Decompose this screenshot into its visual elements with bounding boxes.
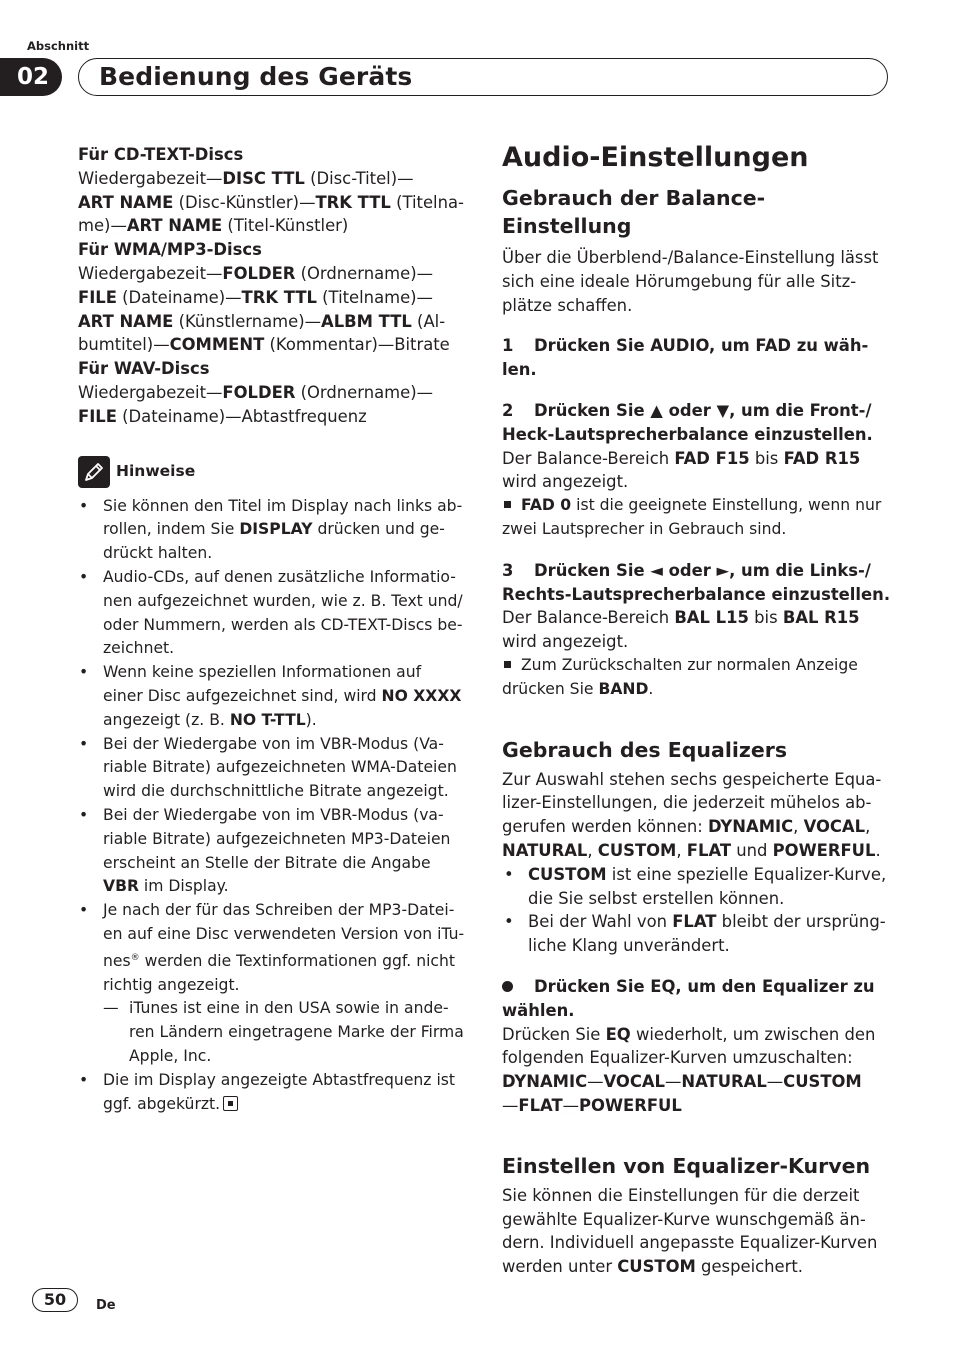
step-3-note: Zum Zurückschalten zur normalen Anzeige drücken Sie BAND.	[502, 655, 858, 698]
wav-display-sequence: Wiedergabezeit—FOLDER (Ordnername)— FILE (Dateiname)—Abtastfrequenz	[78, 382, 433, 426]
wma-mp3-heading: Für WMA/MP3-Discs	[78, 240, 262, 260]
note-item: • Je nach der für das Schreiben der MP3-Datei- en auf eine Disc verwendeten Version von iTu- nes® werden die Textinformationen ggf. nicht richtig angezeigt. — iTunes ist eine in den USA sowie in ande- ren Ländern eingetragene Marke der Firma Apple, Inc.	[78, 899, 468, 1069]
page-number: 50	[32, 1288, 78, 1312]
step-2-result: Der Balance-Bereich FAD F15 bis FAD R15 wird angezeigt.	[502, 448, 861, 492]
bullet-dot-icon	[502, 981, 513, 992]
note-item: • Sie können den Titel im Display nach links ab- rollen, indem Sie DISPLAY drücken und ge- drückt halten.	[78, 495, 468, 566]
step-3: 3 Drücken Sie ◄ oder ►, um die Links-/ Rechts-Lautsprecherbalance einzustellen.	[502, 560, 891, 604]
notes-heading	[78, 456, 468, 489]
note-item: • Bei der Wiedergabe von im VBR-Modus (va- riable Bitrate) aufgezeichneten MP3-Dateien erscheint an Stelle der Bitrate die Angabe VBR im Display.	[78, 804, 468, 899]
step-3-result: Der Balance-Bereich BAL L15 bis BAL R15 wird angezeigt.	[502, 608, 860, 652]
equalizer-notes	[502, 863, 894, 958]
section-title: Bedienung des Geräts	[99, 62, 413, 91]
note-item: • Die im Display angezeigte Abtastfrequenz ist ggf. abgekürzt.	[78, 1069, 468, 1117]
cdtext-heading: Für CD-TEXT-Discs	[78, 145, 244, 164]
step-2-note: FAD 0 ist die geeignete Einstellung, wenn nur zwei Lautsprecher in Gebrauch sind.	[502, 496, 882, 538]
curves-intro: Sie können die Einstellungen für die derzeit gewählte Equalizer-Kurve wunschgemäß än- dern. Individuell angepasste Equalizer-Kurven werden unter CUSTOM gespeichert.	[502, 1185, 878, 1277]
wma-mp3-display-sequence: Wiedergabezeit—FOLDER (Ordnername)— FILE (Dateiname)—TRK TTL (Titelname)— ART NAME (Künstlername)—ALBM TTL (Al- bumtitel)—COMMENT (Kommentar)—Bitrate	[78, 263, 450, 355]
balance-heading: Gebrauch der Balance-Einstellung	[502, 186, 766, 238]
section-number-badge: 02	[0, 58, 62, 96]
pencil-note-icon	[78, 456, 110, 488]
notes-list	[78, 495, 468, 1117]
eq-step-result: Drücken Sie EQ wiederholt, um zwischen den folgenden Equalizer-Kurven umzuschalten: DYNAMIC—VOCAL—NATURAL—CUSTOM —FLAT—POWERFUL	[502, 1024, 876, 1115]
right-column	[502, 141, 894, 1279]
step-1: 1 Drücken Sie AUDIO, um FAD zu wäh- len.	[502, 336, 869, 380]
equalizer-heading: Gebrauch des Equalizers	[502, 737, 788, 762]
note-item: • Audio-CDs, auf denen zusätzliche Informatio- nen aufgezeichnet wurden, wie z. B. Text und/ oder Nummern, werden als CD-TEXT-Discs be- zeichnet.	[78, 566, 468, 661]
note-square-icon	[504, 501, 511, 508]
end-of-section-icon	[223, 1096, 238, 1111]
note-square-icon	[504, 661, 511, 668]
cdtext-display-sequence: Wiedergabezeit—DISC TTL (Disc-Titel)— ART NAME (Disc-Künstler)—TRK TTL (Titelna- me)—ART NAME (Titel-Künstler)	[78, 168, 464, 236]
section-header-bar	[78, 58, 888, 96]
curves-heading: Einstellen von Equalizer-Kurven	[502, 1153, 871, 1178]
section-label: Abschnitt	[27, 39, 90, 53]
eq-step: Drücken Sie EQ, um den Equalizer zu wählen.	[502, 976, 875, 1020]
note-subitem: — iTunes ist eine in den USA sowie in ande- ren Ländern eingetragene Marke der Firma Apple, Inc.	[103, 997, 468, 1068]
wav-heading: Für WAV-Discs	[78, 359, 210, 379]
language-code: De	[96, 1298, 116, 1313]
equalizer-intro: Zur Auswahl stehen sechs gespeicherte Equa- lizer-Einstellungen, die jederzeit mühelos ab- gerufen werden können: DYNAMIC, VOCAL, NATURAL, CUSTOM, FLAT und POWERFUL.	[502, 769, 882, 860]
step-2: 2 Drücken Sie ▲ oder ▼, um die Front-/ Heck-Lautsprecherbalance einzustellen.	[502, 400, 873, 444]
left-column	[78, 143, 468, 1116]
audio-settings-title: Audio-Einstellungen	[502, 142, 809, 173]
equalizer-note-item: • Bei der Wahl von FLAT bleibt der ursprüng- liche Klang unverändert.	[502, 910, 894, 958]
balance-intro: Über die Überblend-/Balance-Einstellung lässt sich eine ideale Hörumgebung für alle Sitz- plätze schaffen.	[502, 248, 879, 315]
notes-title: Hinweise	[116, 462, 196, 481]
equalizer-note-item: • CUSTOM ist eine spezielle Equalizer-Kurve, die Sie selbst erstellen können.	[502, 863, 894, 911]
note-item: • Bei der Wiedergabe von im VBR-Modus (Va- riable Bitrate) aufgezeichneten WMA-Dateien wird die durchschnittliche Bitrate angezeigt.	[78, 733, 468, 804]
note-item: • Wenn keine speziellen Informationen auf einer Disc aufgezeichnet sind, wird NO XXXX angezeigt (z. B. NO T-TTL).	[78, 661, 468, 732]
